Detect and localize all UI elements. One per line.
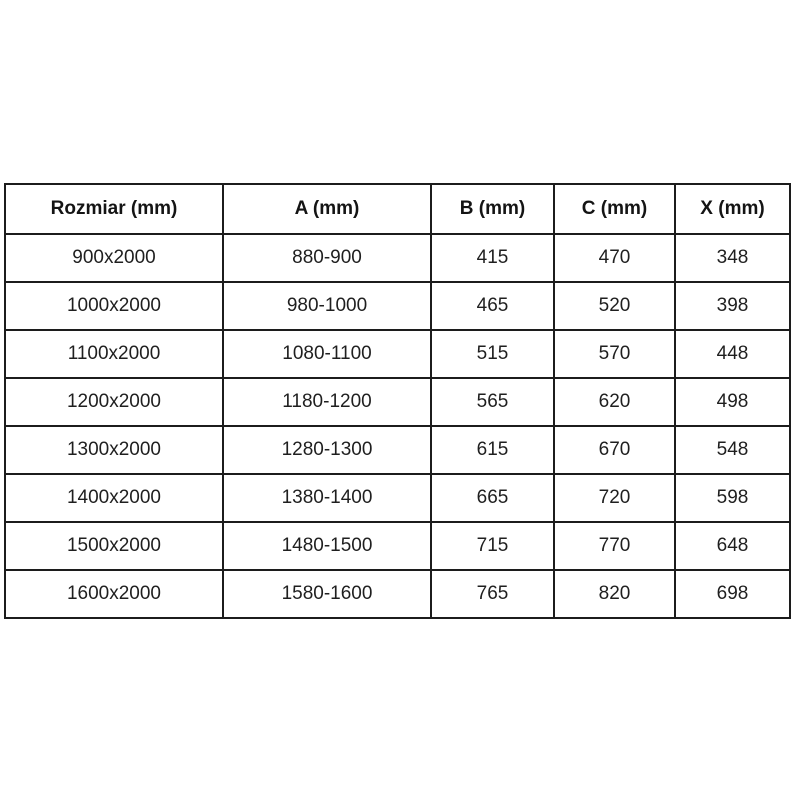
- table-row: [5, 522, 790, 570]
- column-header-rozmiar: Rozmiar (mm): [5, 184, 223, 234]
- cell-c: 570: [554, 330, 675, 378]
- cell-a: 1480-1500: [223, 522, 431, 570]
- cell-b: 765: [431, 570, 554, 618]
- cell-c: 770: [554, 522, 675, 570]
- table-row: [5, 330, 790, 378]
- cell-a: 1580-1600: [223, 570, 431, 618]
- header-row: [5, 184, 790, 234]
- size-table-body: [5, 234, 790, 618]
- cell-rozmiar: 900x2000: [5, 234, 223, 282]
- column-header-x: X (mm): [675, 184, 790, 234]
- cell-rozmiar: 1000x2000: [5, 282, 223, 330]
- cell-x: 498: [675, 378, 790, 426]
- cell-rozmiar: 1600x2000: [5, 570, 223, 618]
- cell-b: 715: [431, 522, 554, 570]
- cell-c: 620: [554, 378, 675, 426]
- cell-x: 648: [675, 522, 790, 570]
- column-header-a: A (mm): [223, 184, 431, 234]
- cell-c: 670: [554, 426, 675, 474]
- cell-b: 565: [431, 378, 554, 426]
- cell-b: 665: [431, 474, 554, 522]
- cell-a: 1080-1100: [223, 330, 431, 378]
- cell-x: 548: [675, 426, 790, 474]
- table-row: [5, 234, 790, 282]
- cell-b: 615: [431, 426, 554, 474]
- cell-b: 465: [431, 282, 554, 330]
- cell-x: 698: [675, 570, 790, 618]
- column-header-b: B (mm): [431, 184, 554, 234]
- table-row: [5, 570, 790, 618]
- cell-b: 515: [431, 330, 554, 378]
- cell-x: 448: [675, 330, 790, 378]
- cell-x: 348: [675, 234, 790, 282]
- table-row: [5, 426, 790, 474]
- cell-x: 598: [675, 474, 790, 522]
- cell-a: 980-1000: [223, 282, 431, 330]
- cell-c: 520: [554, 282, 675, 330]
- cell-a: 1180-1200: [223, 378, 431, 426]
- cell-rozmiar: 1200x2000: [5, 378, 223, 426]
- table-row: [5, 474, 790, 522]
- cell-rozmiar: 1500x2000: [5, 522, 223, 570]
- table-row: [5, 378, 790, 426]
- cell-c: 820: [554, 570, 675, 618]
- table-row: [5, 282, 790, 330]
- cell-x: 398: [675, 282, 790, 330]
- cell-b: 415: [431, 234, 554, 282]
- cell-rozmiar: 1100x2000: [5, 330, 223, 378]
- size-table-header: [5, 184, 790, 234]
- cell-c: 470: [554, 234, 675, 282]
- cell-a: 880-900: [223, 234, 431, 282]
- cell-a: 1380-1400: [223, 474, 431, 522]
- cell-rozmiar: 1300x2000: [5, 426, 223, 474]
- cell-rozmiar: 1400x2000: [5, 474, 223, 522]
- column-header-c: C (mm): [554, 184, 675, 234]
- cell-c: 720: [554, 474, 675, 522]
- cell-a: 1280-1300: [223, 426, 431, 474]
- size-table: [4, 183, 791, 619]
